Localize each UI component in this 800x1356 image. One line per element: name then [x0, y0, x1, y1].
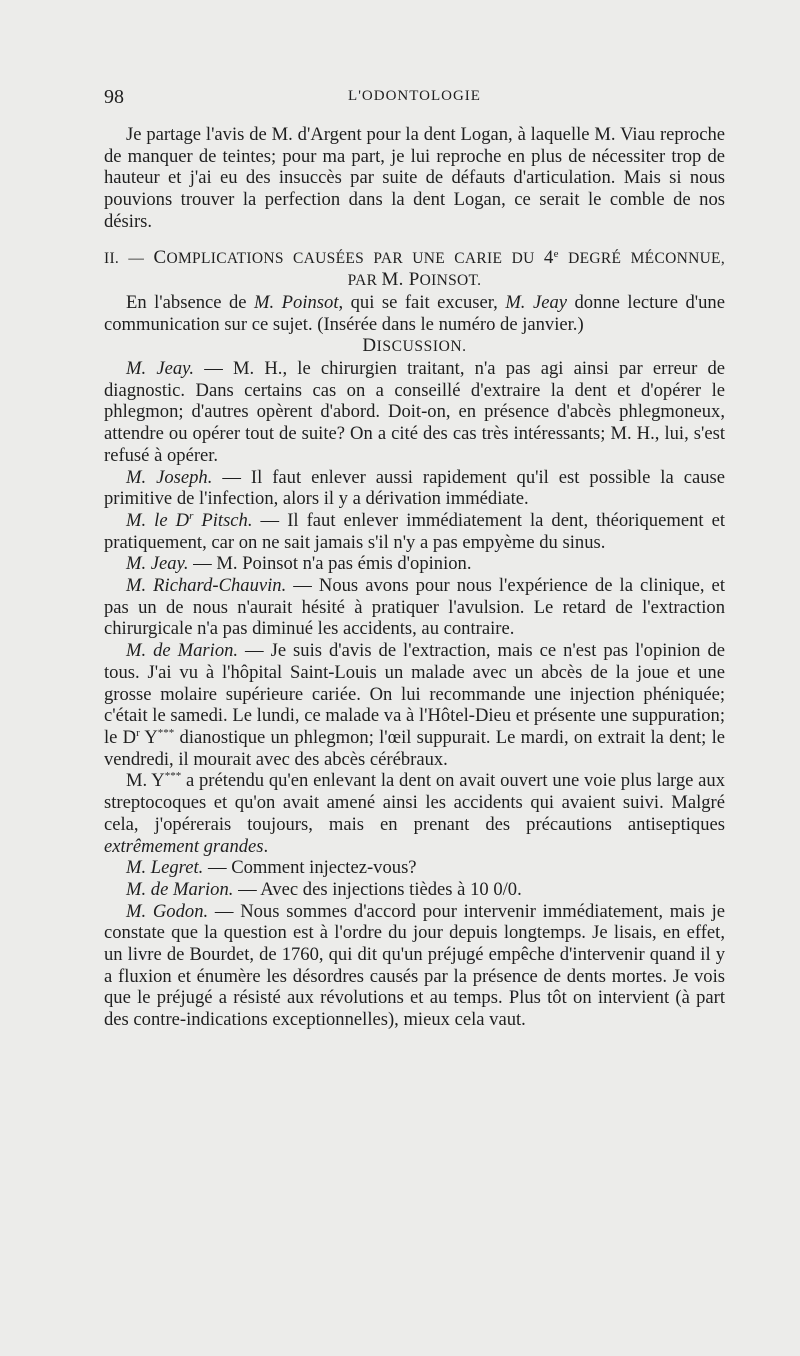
speaker-sup: r [189, 509, 194, 522]
speaker-text: — Nous sommes d'accord pour intervenir immédiatement, mais je constate que la question est à l'ordre du jour depuis longtemps. Je lisais, en effet, un livre de Bourdet, de 1760, qui dit qu'un préjugé empêche d'intervenir quand il y a fluxion et énumère les désordres causés par la présence de dents mortes. Je vois que le préjugé a résisté aux révolutions et au temps. Plus tôt on intervient (à part des contre-indications exceptionnelles), mieux cela vaut. [104, 900, 725, 1031]
absence-text-3: donne lecture d'une communication sur ce sujet. (Insérée dans le numéro de janvier.) [104, 291, 725, 335]
absence-text-2: , qui se fait excuser, [338, 291, 506, 313]
speaker-name: M. Legret. [126, 857, 204, 879]
speaker-text: — Avec des injections tièdes à 10 0/0. [233, 878, 522, 900]
absence-text-1: En l'absence de [126, 291, 255, 313]
speaker-name: M. Jeay. [126, 553, 189, 575]
y-text-3: . [263, 835, 269, 857]
y-emphasis: extrêmement grandes [104, 835, 264, 857]
section-number: II. — [104, 249, 145, 267]
speaker-name: M. Godon. [126, 900, 209, 922]
running-title: L'ODONTOLOGIE [348, 88, 481, 104]
absence-speaker-1: M. Poinsot [254, 291, 339, 313]
sup-1: r [136, 726, 140, 739]
paragraph-jeay-2 [104, 553, 725, 575]
y-text-1: M. Y [126, 770, 165, 792]
speaker-text-1: — Je suis d'avis de l'extraction, mais ce n'est pas l'opinion de tous. J'ai vu à l'hôpital Saint-Louis un malade avec un abcès de la joue et une grosse molaire supérieure cariée. On lui recommande une injection phéniquée; c'était le samedi. Le lundi, ce malade va à l'Hôtel-Dieu et présente une suppuration; le D [104, 640, 725, 748]
speaker-name: M. Jeay. [126, 358, 195, 380]
speaker-text: — Comment injectez-vous? [203, 857, 417, 879]
paragraph-jeay-1 [104, 358, 725, 467]
section-title-end: DEGRÉ MÉCONNUE, [558, 249, 726, 267]
speaker-name-a: M. le D [126, 509, 190, 531]
speaker-text: — Il faut enlever immédiatement la dent, théoriquement et pratiquement, car on ne sait jamais s'il n'y a pas empyème du sinus. [104, 509, 725, 553]
section-author [104, 269, 725, 292]
speaker-text: — Nous avons pour nous l'expérience de la clinique, et pas un de nous n'aurait hésité à pratiquer l'avulsion. Le retard de l'extraction chirurgicale n'a pas diminué les accidents, au contraire. [104, 575, 725, 640]
paragraph-absence [104, 292, 725, 335]
paragraph-richard-chauvin [104, 575, 725, 640]
speaker-text: — M. H., le chirurgien traitant, n'a pas agi ainsi par erreur de diagnostic. Dans certains cas on a conseillé d'extraire la dent et d'opérer le phlegmon; d'autres opèrent d'abord. Doit-on, en présence d'abcès phlegmoneux, attendre ou opérer tout de suite? On a cité des cas très intéressants; M. H., lui, s'est refusé à opérer. [104, 358, 725, 466]
section-title-text: OMPLICATIONS CAUSÉES PAR UNE CARIE DU [166, 249, 544, 267]
paragraph-marion-2 [104, 879, 725, 901]
speaker-text-3: dianostique un phlegmon; l'œil suppurait. Le mardi, on extrait la dent; le vendredi, il mourait avec des abcès cérébraux. [104, 726, 725, 770]
speaker-text: — Il faut enlever aussi rapidement qu'il est possible la cause primitive de l'infection, alors il y a dérivation immédiate. [104, 466, 725, 510]
paragraph-joseph [104, 467, 725, 510]
absence-speaker-2: M. Jeay [505, 291, 567, 313]
speaker-name: M. Joseph. [126, 466, 213, 488]
discussion-rest: ISCUSSION. [376, 338, 467, 356]
speaker-name: M. de Marion. [126, 640, 239, 662]
paragraph-legret [104, 857, 725, 879]
section-title-initial: C [153, 246, 167, 268]
section-author-initial: M. P [381, 269, 420, 291]
paragraph-marion-1 [104, 640, 725, 770]
page-header [104, 86, 725, 112]
section-by: PAR [347, 272, 382, 290]
paragraph-y [104, 770, 725, 857]
y-text-2: a prétendu qu'en enlevant la dent on avait ouvert une voie plus large aux streptocoques et qu'on avait amené ainsi les accidents qui avaient suivi. Malgré cela, j'opérerais toujours, mais en prenant des précautions antiseptiques [104, 770, 725, 835]
paragraph-pitsch [104, 510, 725, 553]
paragraph-godon [104, 901, 725, 1031]
discussion-heading [104, 335, 725, 358]
speaker-text: — M. Poinsot n'a pas émis d'opinion. [188, 553, 472, 575]
page-number: 98 [104, 86, 124, 108]
section-author-rest: OINSOT. [419, 272, 482, 290]
speaker-name-b: Pitsch. [193, 509, 253, 531]
speaker-name: M. Richard-Chauvin. [126, 575, 287, 597]
paragraph-intro: Je partage l'avis de M. d'Argent pour la dent Logan, à laquelle M. Viau reproche de manquer de teintes; pour ma part, je lui reproche en plus de nécessiter trop de hauteur et j'ai eu des insuccès par suite de défauts d'articulation. Mais si nous pouvions trouver la perfection dans la dent Logan, ce serait le comble de nos désirs. [104, 124, 725, 232]
page-body [104, 124, 725, 1031]
section-degree-sup: e [553, 247, 559, 260]
section-degree: 4 [543, 246, 554, 268]
speaker-text-2: Y [139, 726, 158, 748]
speaker-name: M. de Marion. [126, 878, 234, 900]
section-title [104, 247, 725, 270]
discussion-initial: D [362, 335, 377, 357]
y-sup: *** [164, 770, 182, 783]
sup-2: *** [157, 726, 175, 739]
